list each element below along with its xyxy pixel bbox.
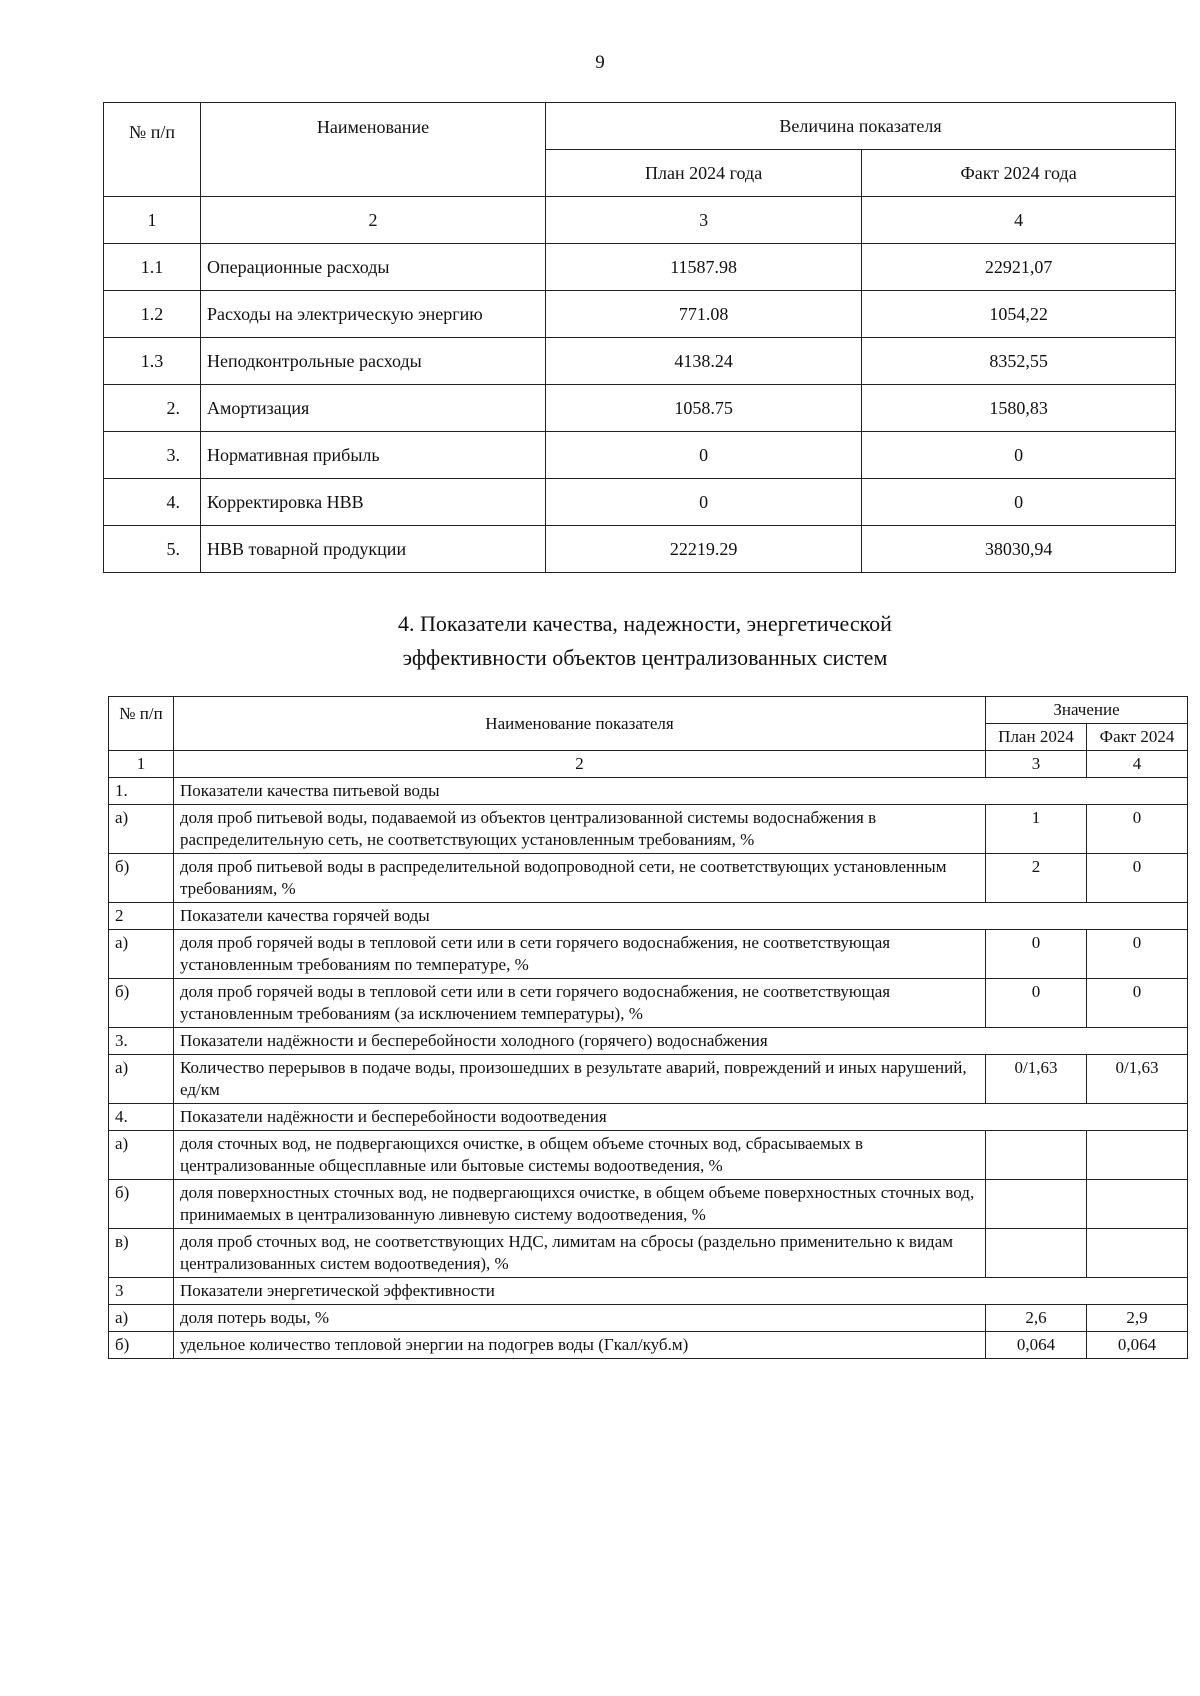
header-value-group: Значение bbox=[986, 697, 1188, 724]
table-row bbox=[109, 854, 1188, 903]
index-row bbox=[109, 751, 1188, 778]
header-num: № п/п bbox=[104, 103, 201, 197]
row-plan-value: 2 bbox=[986, 854, 1087, 903]
header-value-group: Величина показателя bbox=[546, 103, 1176, 150]
row-number: б) bbox=[109, 1180, 174, 1229]
row-number: в) bbox=[109, 1229, 174, 1278]
row-number: 3 bbox=[109, 1278, 174, 1305]
row-fact-value: 0 bbox=[1087, 979, 1188, 1028]
section-name: Показатели энергетической эффективности bbox=[174, 1278, 1188, 1305]
section-name: Показатели надёжности и бесперебойности водоотведения bbox=[174, 1104, 1188, 1131]
indicators-table bbox=[108, 696, 1188, 1359]
section-name: Показатели надёжности и бесперебойности холодного (горячего) водоснабжения bbox=[174, 1028, 1188, 1055]
header-num: № п/п bbox=[109, 697, 174, 751]
row-fact-value: 2,9 bbox=[1087, 1305, 1188, 1332]
index-cell: 4 bbox=[1087, 751, 1188, 778]
row-fact-value: 0 bbox=[1087, 854, 1188, 903]
header-fact: Факт 2024 года bbox=[862, 150, 1176, 197]
section-title-line: эффективности объектов централизованных систем bbox=[402, 645, 888, 670]
row-fact-value: 0 bbox=[862, 479, 1176, 526]
header-plan: План 2024 года bbox=[546, 150, 862, 197]
index-cell: 2 bbox=[174, 751, 986, 778]
row-number: 1.3 bbox=[104, 338, 201, 385]
table-header-row bbox=[109, 697, 1188, 724]
table-row bbox=[109, 1131, 1188, 1180]
index-cell: 1 bbox=[109, 751, 174, 778]
row-number: б) bbox=[109, 854, 174, 903]
table-row bbox=[109, 1055, 1188, 1104]
row-plan-value: 0 bbox=[546, 479, 862, 526]
table-row bbox=[104, 479, 1176, 526]
row-plan-value: 0 bbox=[546, 432, 862, 479]
table-row bbox=[109, 1180, 1188, 1229]
table-row bbox=[104, 244, 1176, 291]
row-name: доля сточных вод, не подвергающихся очистке, в общем объеме сточных вод, сбрасываемых в централизованные общесплавные или бытовые системы водоотведения, % bbox=[174, 1131, 986, 1180]
row-number: 3. bbox=[109, 1028, 174, 1055]
section-name: Показатели качества питьевой воды bbox=[174, 778, 1188, 805]
row-number: 3. bbox=[104, 432, 201, 479]
row-fact-value bbox=[1087, 1229, 1188, 1278]
row-fact-value: 1054,22 bbox=[862, 291, 1176, 338]
row-fact-value: 0/1,63 bbox=[1087, 1055, 1188, 1104]
row-number: б) bbox=[109, 1332, 174, 1359]
row-number: 4. bbox=[109, 1104, 174, 1131]
table-row bbox=[109, 1305, 1188, 1332]
row-name: доля проб сточных вод, не соответствующих НДС, лимитам на сбросы (раздельно применительно к видам централизованных систем водоотведения), % bbox=[174, 1229, 986, 1278]
row-name: доля проб питьевой воды, подаваемой из объектов централизованной системы водоснабжения в распределительную сеть, не соответствующих установленным требованиям, % bbox=[174, 805, 986, 854]
row-name: НВВ товарной продукции bbox=[201, 526, 546, 573]
table-row bbox=[104, 432, 1176, 479]
table-row bbox=[109, 1229, 1188, 1278]
table-header-row bbox=[104, 103, 1176, 150]
header-fact: Факт 2024 bbox=[1087, 724, 1188, 751]
row-fact-value: 38030,94 bbox=[862, 526, 1176, 573]
row-name: доля проб горячей воды в тепловой сети или в сети горячего водоснабжения, не соответствующая установленным требованиям по температуре, % bbox=[174, 930, 986, 979]
row-fact-value: 1580,83 bbox=[862, 385, 1176, 432]
row-plan-value bbox=[986, 1229, 1087, 1278]
row-name: Корректировка НВВ bbox=[201, 479, 546, 526]
row-number: 1.1 bbox=[104, 244, 201, 291]
row-number: 5. bbox=[104, 526, 201, 573]
row-number: 1. bbox=[109, 778, 174, 805]
row-number: 2. bbox=[104, 385, 201, 432]
header-name: Наименование показателя bbox=[174, 697, 986, 751]
row-fact-value bbox=[1087, 1131, 1188, 1180]
row-fact-value: 0,064 bbox=[1087, 1332, 1188, 1359]
section-title bbox=[0, 607, 1200, 675]
row-number: а) bbox=[109, 930, 174, 979]
row-plan-value: 0 bbox=[986, 930, 1087, 979]
row-plan-value: 4138.24 bbox=[546, 338, 862, 385]
table-row bbox=[109, 805, 1188, 854]
section-title-line: 4. Показатели качества, надежности, энергетической bbox=[398, 611, 892, 636]
index-row bbox=[104, 197, 1176, 244]
row-name: Количество перерывов в подаче воды, произошедших в результате аварий, повреждений и иных нарушений, ед/км bbox=[174, 1055, 986, 1104]
row-plan-value bbox=[986, 1131, 1087, 1180]
row-plan-value: 1058.75 bbox=[546, 385, 862, 432]
row-name: Амортизация bbox=[201, 385, 546, 432]
row-plan-value: 0 bbox=[986, 979, 1087, 1028]
row-name: Операционные расходы bbox=[201, 244, 546, 291]
row-plan-value: 22219.29 bbox=[546, 526, 862, 573]
index-cell: 2 bbox=[201, 197, 546, 244]
row-number: 2 bbox=[109, 903, 174, 930]
table-row bbox=[109, 930, 1188, 979]
table-row bbox=[104, 385, 1176, 432]
row-fact-value: 0 bbox=[1087, 805, 1188, 854]
table-row bbox=[104, 338, 1176, 385]
index-cell: 1 bbox=[104, 197, 201, 244]
header-name: Наименование bbox=[201, 103, 546, 197]
row-fact-value: 8352,55 bbox=[862, 338, 1176, 385]
row-plan-value: 0/1,63 bbox=[986, 1055, 1087, 1104]
row-fact-value: 22921,07 bbox=[862, 244, 1176, 291]
row-number: а) bbox=[109, 1131, 174, 1180]
table-row bbox=[104, 291, 1176, 338]
row-name: Расходы на электрическую энергию bbox=[201, 291, 546, 338]
section-row bbox=[109, 1028, 1188, 1055]
section-row bbox=[109, 903, 1188, 930]
table-row bbox=[109, 1332, 1188, 1359]
section-name: Показатели качества горячей воды bbox=[174, 903, 1188, 930]
row-name: доля потерь воды, % bbox=[174, 1305, 986, 1332]
row-name: удельное количество тепловой энергии на подогрев воды (Гкал/куб.м) bbox=[174, 1332, 986, 1359]
row-number: б) bbox=[109, 979, 174, 1028]
row-number: а) bbox=[109, 805, 174, 854]
row-plan-value: 771.08 bbox=[546, 291, 862, 338]
row-plan-value: 1 bbox=[986, 805, 1087, 854]
row-name: Нормативная прибыль bbox=[201, 432, 546, 479]
index-cell: 3 bbox=[546, 197, 862, 244]
section-row bbox=[109, 778, 1188, 805]
index-cell: 4 bbox=[862, 197, 1176, 244]
row-plan-value: 11587.98 bbox=[546, 244, 862, 291]
header-plan: План 2024 bbox=[986, 724, 1087, 751]
row-fact-value bbox=[1087, 1180, 1188, 1229]
row-name: доля проб питьевой воды в распределительной водопроводной сети, не соответствующих установленным требованиям, % bbox=[174, 854, 986, 903]
section-row bbox=[109, 1278, 1188, 1305]
budget-table bbox=[103, 102, 1176, 573]
section-row bbox=[109, 1104, 1188, 1131]
table-row bbox=[109, 979, 1188, 1028]
row-number: а) bbox=[109, 1055, 174, 1104]
row-name: Неподконтрольные расходы bbox=[201, 338, 546, 385]
table-row bbox=[104, 526, 1176, 573]
row-number: а) bbox=[109, 1305, 174, 1332]
row-fact-value: 0 bbox=[1087, 930, 1188, 979]
row-number: 1.2 bbox=[104, 291, 201, 338]
row-number: 4. bbox=[104, 479, 201, 526]
index-cell: 3 bbox=[986, 751, 1087, 778]
row-plan-value: 0,064 bbox=[986, 1332, 1087, 1359]
page-number: 9 bbox=[595, 52, 605, 73]
row-plan-value: 2,6 bbox=[986, 1305, 1087, 1332]
row-fact-value: 0 bbox=[862, 432, 1176, 479]
row-plan-value bbox=[986, 1180, 1087, 1229]
row-name: доля поверхностных сточных вод, не подвергающихся очистке, в общем объеме поверхностных сточных вод, принимаемых в централизованную ливневую систему водоотведения, % bbox=[174, 1180, 986, 1229]
row-name: доля проб горячей воды в тепловой сети или в сети горячего водоснабжения, не соответствующая установленным требованиям (за исключением температуры), % bbox=[174, 979, 986, 1028]
